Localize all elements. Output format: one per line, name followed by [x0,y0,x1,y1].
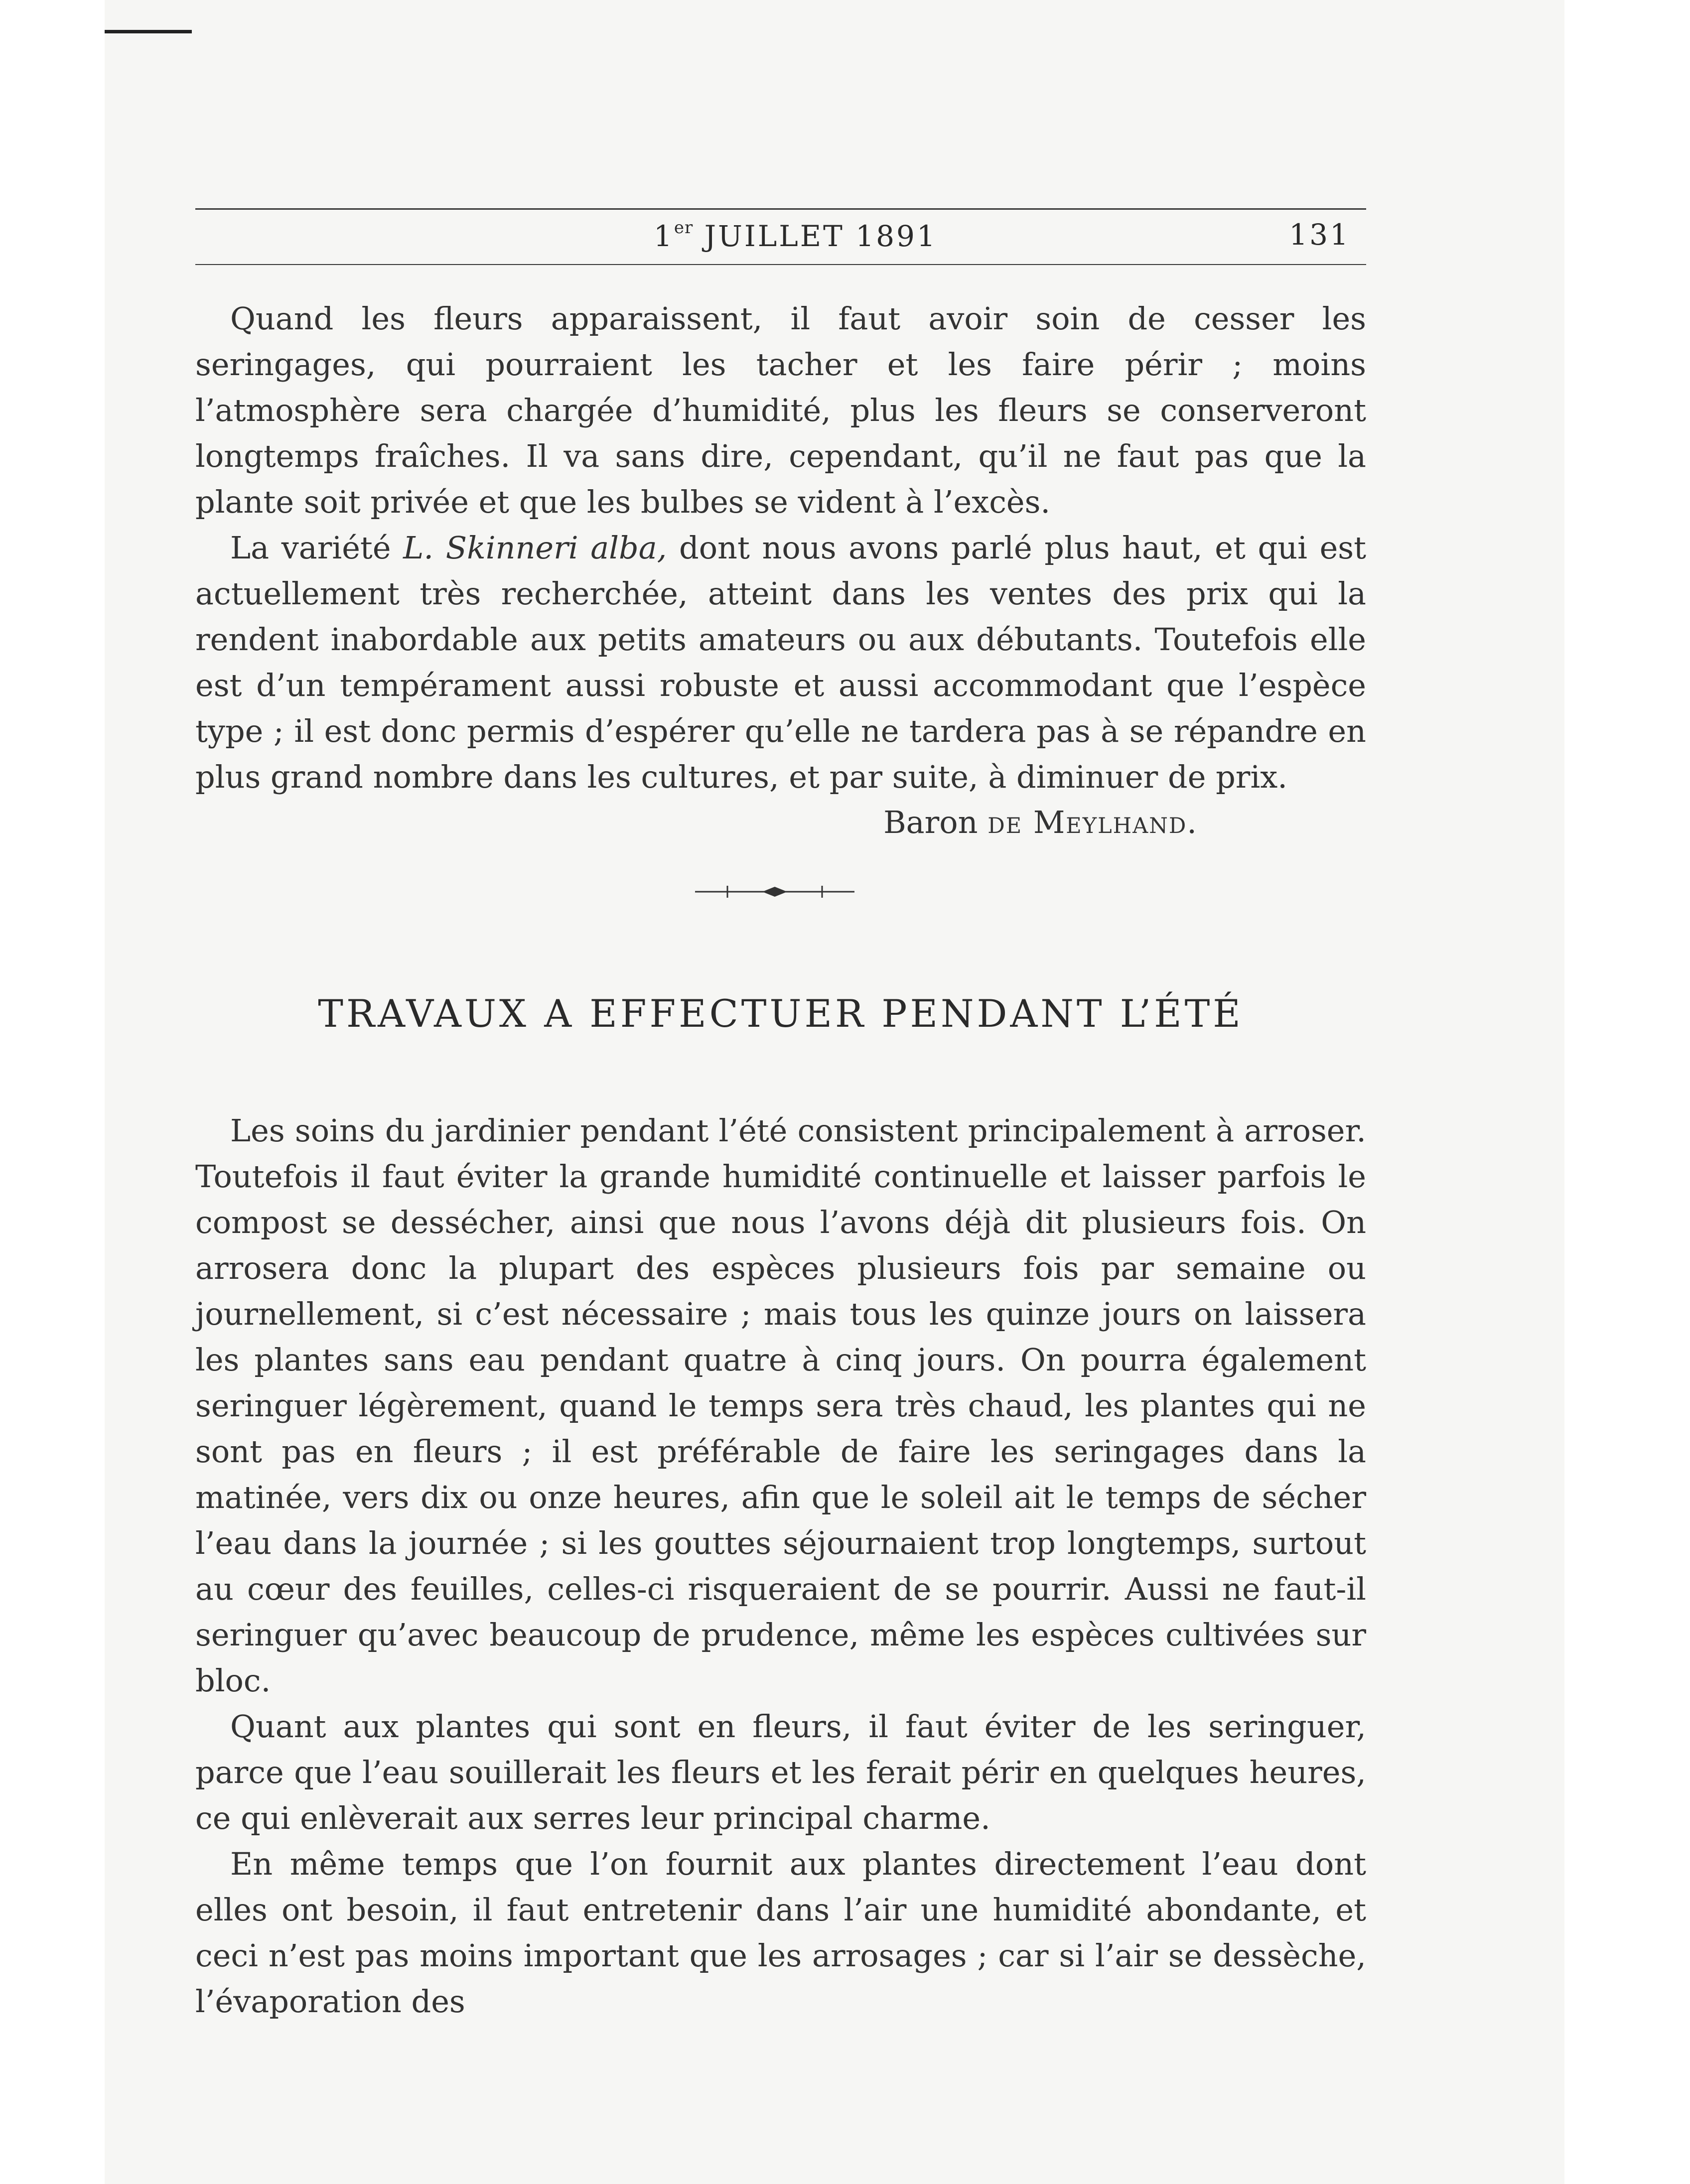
paragraph-text: La variété [230,530,404,566]
header-date-superscript: er [674,218,694,238]
paragraph: En même temps que l’on fournit aux plantes directement l’eau dont elles ont besoin, il faut entretenir dans l’air une humidité abondante, et ceci n’est pas moins important que les arrosages ; car si l’air se dessèche, l’évaporation des [195,1846,1366,2020]
article-body [195,1108,1366,2025]
running-header [195,212,1366,262]
paragraph: Les soins du jardinier pendant l’été consistent principalement à arroser. Toutefois il faut éviter la grande humidité continuelle et laisser parfois le compost se dessécher, ainsi que nous l’avons déjà dit plusieurs fois. On arrosera donc la plupart des espèces plusieurs fois par semaine ou journellement, si c’est nécessaire ; mais tous les quinze jours on laissera les plantes sans eau pendant quatre à cinq jours. On pourra également seringuer légèrement, quand le temps sera très chaud, les plantes qui ne sont pas en fleurs ; il est préférable de faire les seringages dans la matinée, vers dix ou onze heures, afin que le soleil ait le temps de sécher l’eau dans la journée ; si les gouttes séjournaient trop longtemps, surtout au cœur des feuilles, celles-ci risqueraient de se pourrir. Aussi ne faut-il seringuer qu’avec beaucoup de prudence, même les espèces cultivées sur bloc. [195,1112,1366,1699]
section-divider-ornament [693,877,857,907]
species-name: L. Skinneri alba, [403,530,667,566]
header-date [654,218,937,253]
header-rule-top [195,208,1366,210]
page-number: 131 [1289,218,1350,252]
signature-name: de Meylhand. [987,804,1198,840]
header-rule-bottom [195,264,1366,265]
signature-title: Baron [883,804,988,840]
section-title: TRAVAUX A EFFECTUER PENDANT L’ÉTÉ [318,991,1244,1036]
paragraph [195,525,1366,800]
header-date-day: 1 [654,219,674,253]
author-signature [195,800,1198,845]
header-date-month-year: JUILLET 1891 [693,219,937,253]
paragraph-text: dont nous avons parlé plus haut, et qui est actuellement très recherchée, atteint dans les ventes des prix qui la rendent inabordable aux petits amateurs ou aux débutants. Toutefois elle est d’un tempérament aussi robuste et aussi accommodant que l’espèce type ; il est donc permis d’espérer qu’elle ne tardera pas à se répandre en plus grand nombre dans les cultures, et par suite, à diminuer de prix. [195,530,1367,795]
paragraph: Quand les fleurs apparaissent, il faut avoir soin de cesser les seringages, qui pourraient les tacher et les faire périr ; moins l’atmosphère sera chargée d’humidité, plus les fleurs se conserveront longtemps fraîches. Il va sans dire, cependant, qu’il ne faut pas que la plante soit privée et que les bulbes se vident à l’excès. [195,300,1366,520]
article-continuation [195,296,1366,800]
paragraph: Quant aux plantes qui sont en fleurs, il faut éviter de les seringuer, parce que l’eau souillerait les fleurs et les ferait périr en quelques heures, ce qui enlèverait aux serres leur principal charme. [195,1708,1366,1836]
scan-edge-mark [105,30,192,33]
